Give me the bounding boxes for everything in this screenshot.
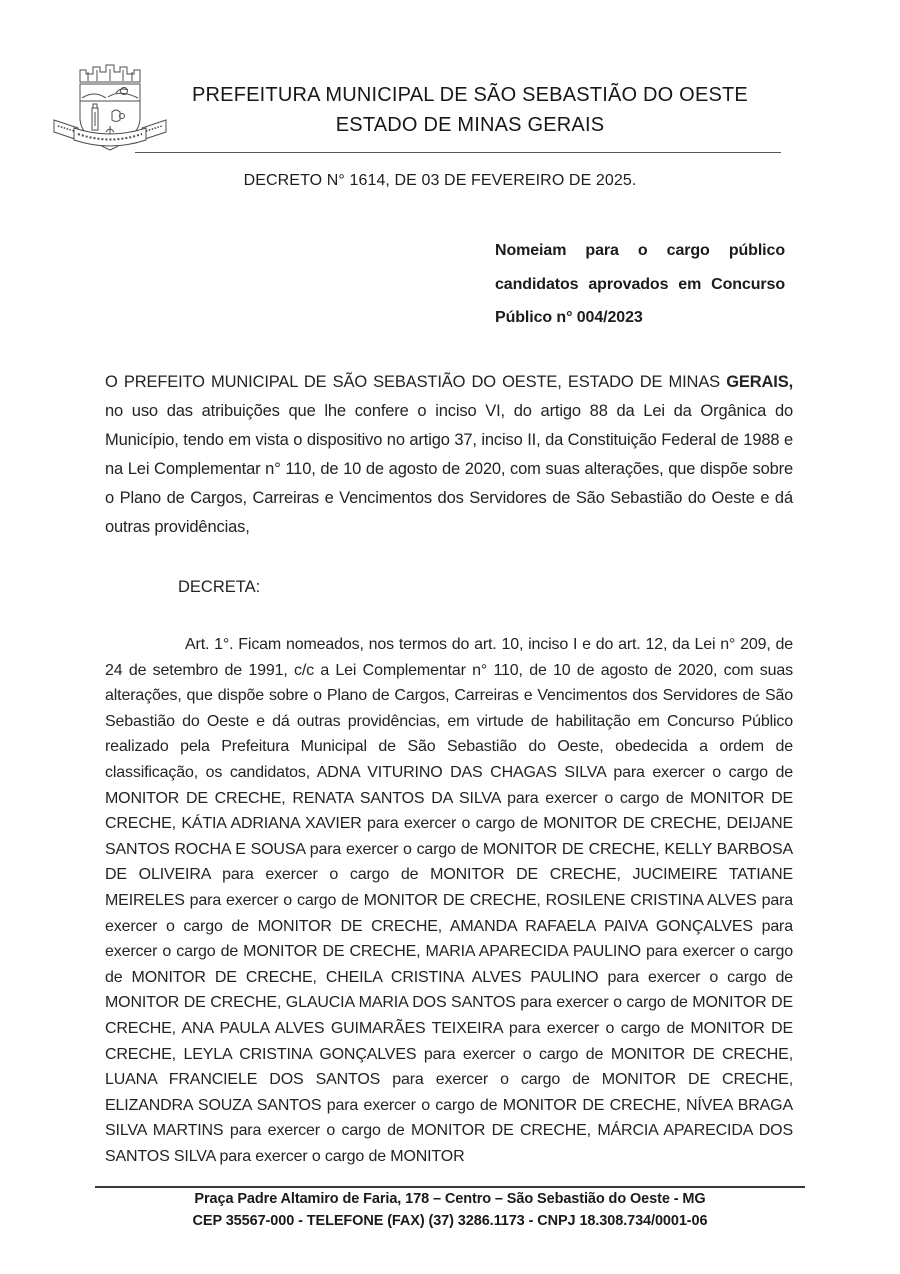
header-divider-line: [135, 152, 781, 153]
footer-address: Praça Padre Altamiro de Faria, 178 – Centro – São Sebastião do Oeste - MG: [194, 1191, 706, 1207]
org-title-block: [170, 80, 770, 140]
org-name-line2: ESTADO DE MINAS GERAIS: [335, 114, 605, 136]
decree-title: DECRETO N° 1614, DE 03 DE FEVEREIRO DE 2025.: [243, 172, 637, 189]
page-footer: [95, 1188, 805, 1232]
article-1-paragraph: Art. 1°. Ficam nomeados, nos termos do art. 10, inciso I e do art. 12, da Lei n° 209, de 24 de setembro de 1991, c/c a Lei Complementar n° 110, de 10 de agosto de 2020, com suas alterações, que dispõe sobre o Plano de Cargos, Carreiras e Vencimentos dos Servidores de São Sebastião do Oeste e dá outras providências, em virtude de habilitação em Concurso Público realizado pela Prefeitura Municipal de São Sebastião do Oeste, obedecida a ordem de classificação, os candidatos, ADNA VITURINO DAS CHAGAS SILVA para exercer o cargo de MONITOR DE CRECHE, RENATA SANTOS DA SILVA para exercer o cargo de MONITOR DE CRECHE, KÁTIA ADRIANA XAVIER para exercer o cargo de MONITOR DE CRECHE, DEIJANE SANTOS ROCHA E SOUSA para exercer o cargo de MONITOR DE CRECHE, KELLY BARBOSA DE OLIVEIRA para exercer o cargo de MONITOR DE CRECHE, JUCIMEIRE TATIANE MEIRELES para exercer o cargo de MONITOR DE CRECHE, ROSILENE CRISTINA ALVES para exercer o cargo de MONITOR DE CRECHE, AMANDA RAFAELA PAIVA GONÇALVES para exercer o cargo de MONITOR DE CRECHE, MARIA APARECIDA PAULINO para exercer o cargo de MONITOR DE CRECHE, CHEILA CRISTINA ALVES PAULINO para exercer o cargo de MONITOR DE CRECHE, GLAUCIA MARIA DOS SANTOS para exercer o cargo de MONITOR DE CRECHE, ANA PAULA ALVES GUIMARÃES TEIXEIRA para exercer o cargo de MONITOR DE CRECHE, LEYLA CRISTINA GONÇALVES para exercer o cargo de MONITOR DE CRECHE, LUANA FRANCIELE DOS SANTOS para exercer o cargo de MONITOR DE CRECHE, ELIZANDRA SOUZA SANTOS para exercer o cargo de MONITOR DE CRECHE, NÍVEA BRAGA SILVA MARTINS para exercer o cargo de MONITOR DE CRECHE, MÁRCIA APARECIDA DOS SANTOS SILVA para exercer o cargo de MONITOR: [105, 636, 793, 1165]
preamble-bold-word: GERAIS,: [726, 373, 793, 391]
preamble-paragraph: [105, 368, 793, 542]
org-name-line1: PREFEITURA MUNICIPAL DE SÃO SEBASTIÃO DO OESTE: [192, 84, 748, 106]
decreta-label: DECRETA:: [178, 578, 261, 596]
preamble-opening: O PREFEITO MUNICIPAL DE SÃO SEBASTIÃO DO OESTE, ESTADO DE MINAS: [105, 373, 727, 391]
footer-contact: CEP 35567-000 - TELEFONE (FAX) (37) 3286.1173 - CNPJ 18.308.734/0001-06: [192, 1213, 708, 1229]
decreta-heading: [105, 578, 793, 597]
decree-summary: Nomeiam para o cargo público candidatos aprovados em Concurso Público n° 004/2023: [495, 242, 785, 326]
municipal-coat-of-arms-icon: [50, 60, 170, 164]
preamble-body: no uso das atribuições que lhe confere o inciso VI, do artigo 88 da Lei da Orgânica do Município, tendo em vista o dispositivo no artigo 37, inciso II, da Constituição Federal de 1988 e na Lei Complementar n° 110, de 10 de agosto de 2020, com suas alterações, que dispõe sobre o Plano de Cargos, Carreiras e Vencimentos dos Servidores de São Sebastião do Oeste e dá outras providências,: [105, 402, 793, 536]
